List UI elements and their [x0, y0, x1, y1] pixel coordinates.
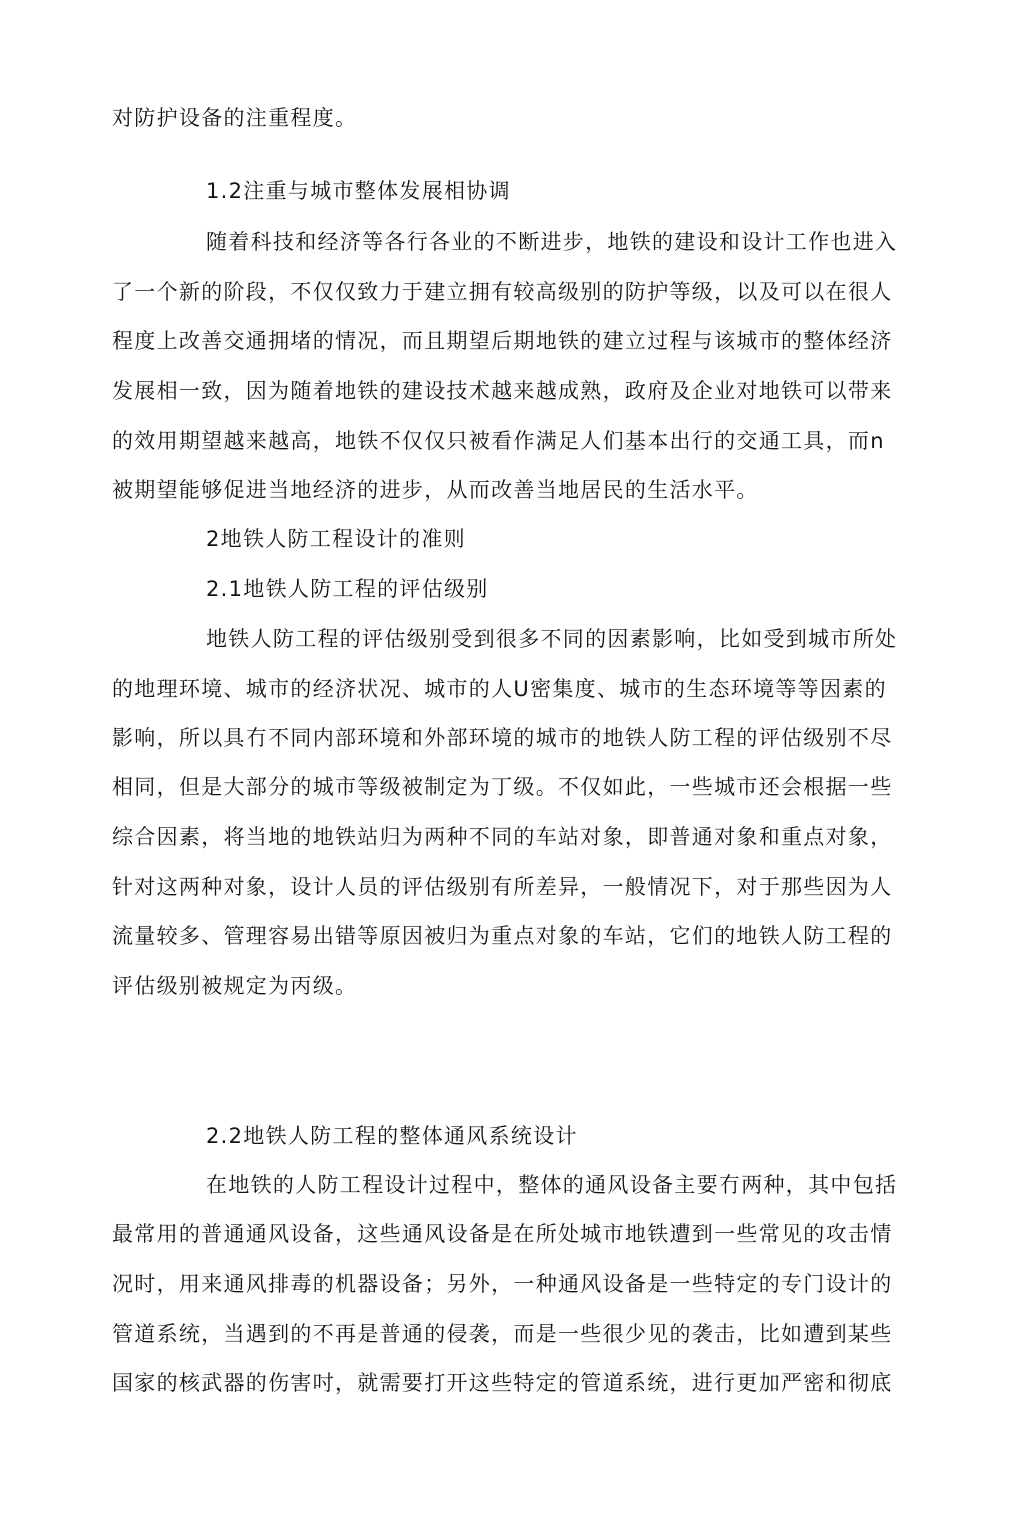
- text-line: 随着科技和经济等各行各业的不断进步，地铁的建设和设计工作也进入: [206, 230, 898, 254]
- text-line: 发展相一致，因为随着地铁的建设技术越来越成熟，政府及企业对地铁可以带来: [112, 379, 893, 403]
- text-line: 被期望能够促进当地经济的进步，从而改善当地居民的生活水平。: [112, 478, 759, 502]
- section-heading: 2.2地铁人防工程的整体通风系统设计: [206, 1124, 578, 1148]
- text-line: 流量较多、管理容易出错等原因被归为重点对象的车站，它们的地铁人防工程的: [112, 924, 893, 948]
- text-line: 的地理环境、城市的经济状况、城市的人U密集度、城市的生态环境等等因素的: [112, 677, 887, 701]
- section-heading: 2地铁人防工程设计的准则: [206, 527, 466, 551]
- text-line: 国家的核武器的伤害吋，就需要打开这些特定的管道系统，进行更加严密和彻底: [112, 1371, 893, 1395]
- text-line: 地铁人防工程的评估级别受到很多不同的因素影响，比如受到城市所处: [206, 627, 898, 651]
- text-line: 综合因素，将当地的地铁站归为两种不同的车站对象，即普通对象和重点对象，: [112, 825, 893, 849]
- section-heading: 2.1地铁人防工程的评估级别: [206, 577, 489, 601]
- text-line: 管道系统，当遇到的不再是普通的侵袭，而是一些很少见的袭击，比如遭到某些: [112, 1322, 893, 1346]
- text-line: 针对这两种对象，设计人员的评估级别有所差异，一般情况下，对于那些因为人: [112, 875, 893, 899]
- text-line: 最常用的普通通风设备，这些通风设备是在所处城市地铁遭到一些常见的攻击情: [112, 1222, 893, 1246]
- text-line: 影响，所以具冇不同内部环境和外部环境的城市的地铁人防工程的评估级别不尽: [112, 726, 893, 750]
- text-line: 况时，用来通风排毒的机器设备；另外，一种通风设备是一些特定的专门设计的: [112, 1272, 893, 1296]
- text-line: 对防护设备的注重程度。: [112, 106, 358, 130]
- text-line: 程度上改善交通拥堵的情况，而且期望后期地铁的建立过程与该城市的整体经济: [112, 329, 893, 353]
- text-line: 的效用期望越来越高，地铁不仅仅只被看作满足人们基本出行的交通工具，而n: [112, 429, 885, 453]
- text-line: 相同，但是大部分的城市等级被制定为丁级。不仅如此，一些城市还会根据一些: [112, 775, 893, 799]
- text-line: 在地铁的人防工程设计过程中，整体的通风设备主要冇两种，其中包括: [206, 1173, 898, 1197]
- section-heading: 1.2注重与城市整体发展相协调: [206, 179, 511, 203]
- text-line: 评估级别被规定为丙级。: [112, 974, 358, 998]
- text-line: 了一个新的阶段，不仅仅致力于建立拥有较高级别的防护等级，以及可以在很人: [112, 280, 893, 304]
